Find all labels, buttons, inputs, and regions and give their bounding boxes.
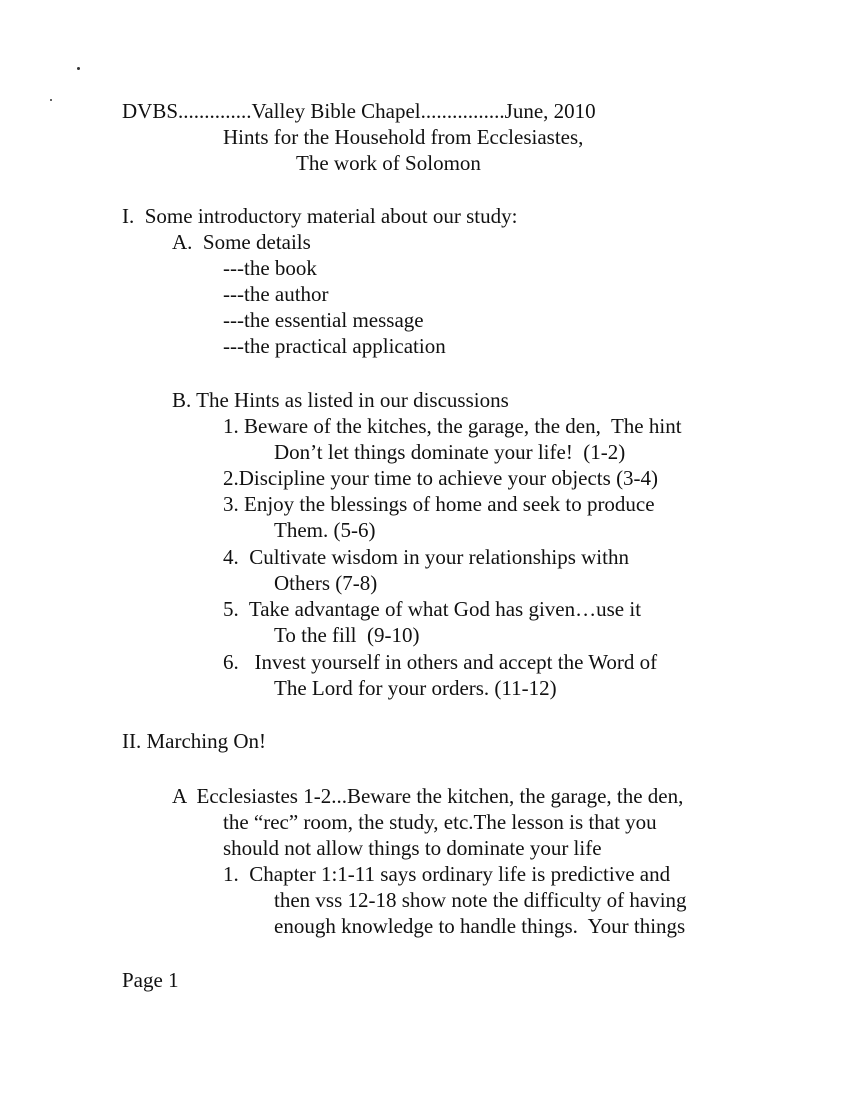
section-1b-heading: B. The Hints as listed in our discussions <box>172 388 509 412</box>
section-2-heading: II. Marching On! <box>122 729 267 753</box>
hint-item: 3. Enjoy the blessings of home and seek to produce <box>223 492 655 516</box>
detail-item: ---the book <box>223 256 317 280</box>
hint-item-continuation: Others (7-8) <box>274 571 378 595</box>
point-1-line: enough knowledge to handle things. Your things <box>274 914 686 938</box>
scan-speck <box>77 67 80 70</box>
scan-speck <box>50 99 52 101</box>
detail-item: ---the author <box>223 282 329 306</box>
detail-item: ---the essential message <box>223 308 424 332</box>
hint-item-continuation: The Lord for your orders. (11-12) <box>274 676 557 700</box>
section-2a-line: should not allow things to dominate your life <box>223 836 602 860</box>
hint-item-continuation: Don’t let things dominate your life! (1-2) <box>274 440 626 464</box>
hint-item: 6. Invest yourself in others and accept the Word of <box>223 650 658 674</box>
hint-item-continuation: Them. (5-6) <box>274 518 376 542</box>
section-1-heading: I. Some introductory material about our study: <box>122 204 518 228</box>
section-2a-line: A Ecclesiastes 1-2...Beware the kitchen, the garage, the den, <box>172 784 684 808</box>
section-1a-heading: A. Some details <box>172 230 311 254</box>
hint-item: 1. Beware of the kitches, the garage, the den, The hint <box>223 414 682 438</box>
point-1-line: 1. Chapter 1:1-11 says ordinary life is predictive and <box>223 862 671 886</box>
hint-item: 5. Take advantage of what God has given…use it <box>223 597 642 621</box>
section-2a-line: the “rec” room, the study, etc.The lesson is that you <box>223 810 657 834</box>
hint-item: 4. Cultivate wisdom in your relationships withn <box>223 545 629 569</box>
page-number: Page 1 <box>122 968 179 992</box>
hint-item: 2.Discipline your time to achieve your objects (3-4) <box>223 466 659 490</box>
document-subtitle: The work of Solomon <box>296 151 481 175</box>
document-title: Hints for the Household from Ecclesiastes, <box>223 125 584 149</box>
point-1-line: then vss 12-18 show note the difficulty of having <box>274 888 687 912</box>
detail-item: ---the practical application <box>223 334 446 358</box>
hint-item-continuation: To the fill (9-10) <box>274 623 420 647</box>
header-line: DVBS..............Valley Bible Chapel................June, 2010 <box>122 99 596 123</box>
